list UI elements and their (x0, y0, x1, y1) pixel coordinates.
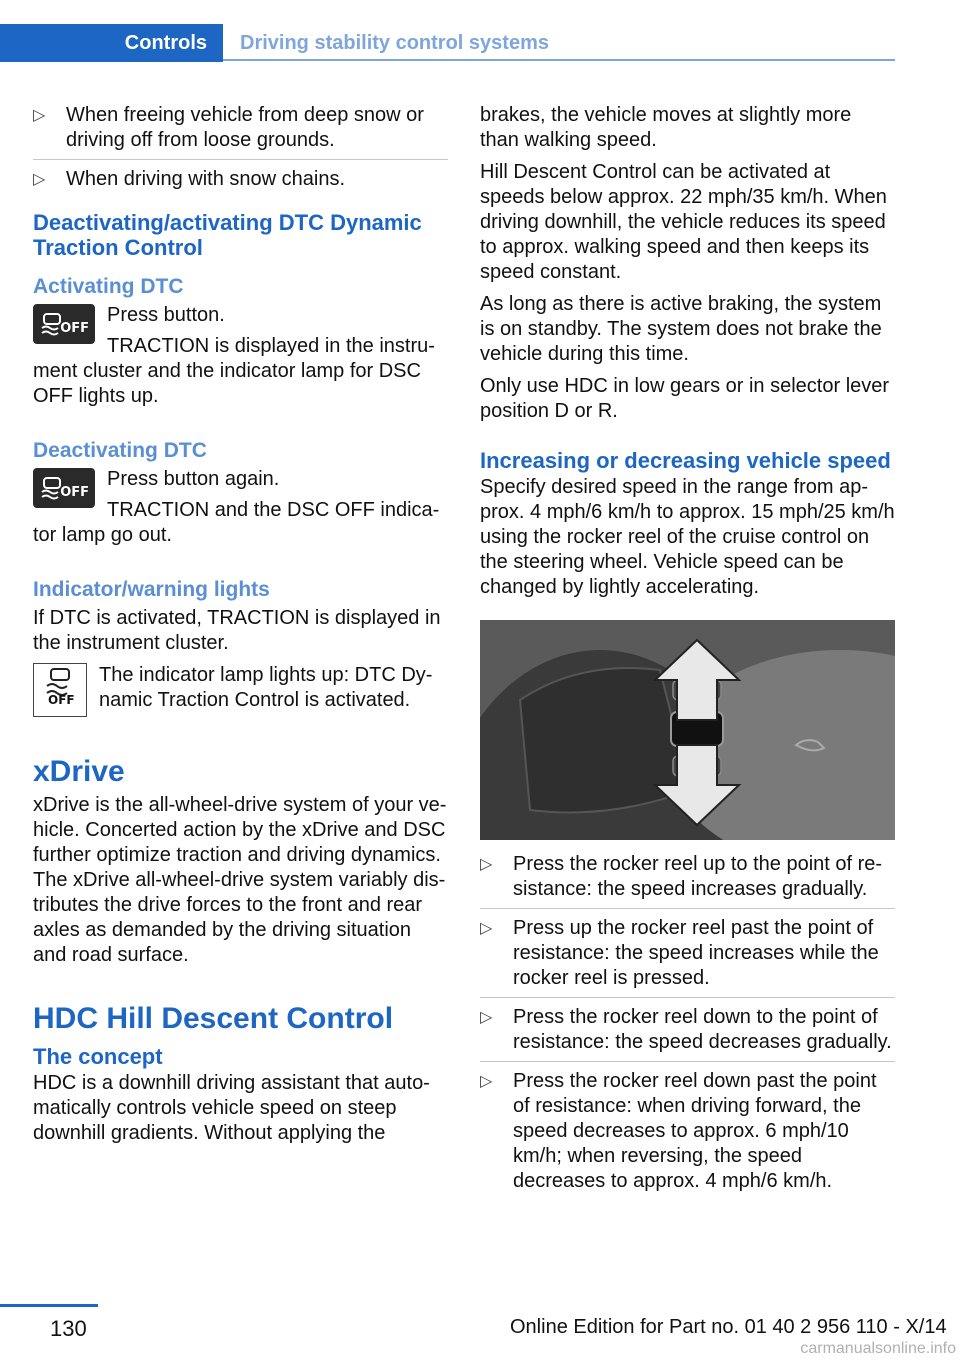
deactivating-instruction: Press button again. (107, 468, 280, 490)
header-rule (223, 59, 895, 61)
header-section-tab: Controls (0, 24, 223, 62)
top-bullet-list (33, 103, 448, 198)
list-item: ▷ Press up the rocker reel past the point of resistance: the speed increases while the rocker reel is pressed. (480, 916, 895, 998)
heading-increasing-decreasing-speed: Increasing or decreasing vehicle speed (480, 448, 891, 473)
steering-wheel-rocker-photo (480, 620, 895, 840)
list-item: ▷ Press the rocker reel down past the point of resistance: when driving forward, the speed decreases to approx. 6 mph/10 km/h; when reversing, the speed decreases to approx. 4 mph/6 km/h. (480, 1070, 877, 1192)
triangle-bullet-icon: ▷ (480, 1009, 493, 1026)
footer-rule (0, 1304, 98, 1307)
concept-paragraph: HDC is a downhill driving assistant that auto‐matically controls vehicle speed on steep downhill gradients. Without applying the (33, 1072, 430, 1144)
header-chapter-title: Driving stability control systems (240, 31, 549, 54)
heading-hdc: HDC Hill Descent Control (33, 1002, 394, 1035)
speed-paragraph: Specify desired speed in the range from ap‐prox. 4 mph/6 km/h to approx. 15 mph/25 km/h using the rocker reel of the cruise control on the steering wheel. Vehicle speed can be changed by lightly accelerating. (480, 476, 895, 598)
activating-description: TRACTION is displayed in the instru‐ment cluster and the indicator lamp for DSC OFF lights up. (33, 335, 435, 407)
triangle-bullet-icon: ▷ (480, 1073, 493, 1090)
edition-note: Online Edition for Part no. 01 40 2 956 110 - X/14 (510, 1316, 947, 1338)
right-column (480, 103, 895, 1207)
activating-block (33, 303, 448, 416)
rocker-reel-bullet-list (480, 852, 895, 1200)
watermark: carmanualsonline.info (800, 1340, 956, 1357)
triangle-bullet-icon: ▷ (33, 107, 46, 124)
triangle-bullet-icon: ▷ (480, 856, 493, 873)
indicator-paragraph: If DTC is activated, TRACTION is displayed in the instrument cluster. (33, 607, 441, 654)
dtc-off-button-icon: OFF (33, 468, 95, 508)
heading-activating-dtc: Activating DTC (33, 275, 184, 298)
heading-xdrive: xDrive (33, 755, 125, 788)
list-item: ▷ When freeing vehicle from deep snow or driving off from loose grounds. (33, 103, 448, 160)
xdrive-paragraph: xDrive is the all-wheel-drive system of your ve‐hicle. Concerted action by the xDrive and DSC further optimize traction and driving dynamics. The xDrive all-wheel-drive system variably dis‐tributes the drive forces to the front and rear axles as demanded by the driving situation and road surface. (33, 794, 447, 966)
deactivating-block (33, 467, 448, 555)
hdc-paragraph-4: Only use HDC in low gears or in selector lever position D or R. (480, 375, 890, 422)
heading-indicator-warning-lights: Indicator/warning lights (33, 578, 270, 601)
hdc-paragraph-3: As long as there is active braking, the system is on standby. The system does not brake the vehicle during this time. (480, 293, 882, 365)
triangle-bullet-icon: ▷ (480, 920, 493, 937)
heading-deactivating-dtc: Deactivating DTC (33, 439, 207, 462)
list-item: ▷ Press the rocker reel down to the point of resistance: the speed decreases gradually. (480, 1005, 895, 1062)
heading-deactivating-activating-dtc: Deactivating/activating DTC Dynamic Traction Control (33, 210, 422, 260)
dtc-off-button-icon: OFF (33, 304, 95, 344)
dtc-indicator-lamp-icon: OFF (33, 663, 87, 717)
hdc-paragraph-2: Hill Descent Control can be activated at speeds below approx. 22 mph/35 km/h. When driving downhill, the vehicle reduces its speed to approx. walking speed and then keeps its speed constant. (480, 161, 887, 283)
left-column (33, 103, 448, 1153)
list-item: ▷ Press the rocker reel up to the point of re‐sistance: the speed increases gradually. (480, 852, 895, 909)
heading-the-concept: The concept (33, 1044, 163, 1069)
hdc-paragraph-1: brakes, the vehicle moves at slightly more than walking speed. (480, 104, 852, 151)
page-header (0, 24, 895, 62)
triangle-bullet-icon: ▷ (33, 171, 46, 188)
activating-instruction: Press button. (107, 304, 225, 326)
indicator-lamp-description: The indicator lamp lights up: DTC Dy‐namic Traction Control is activated. (99, 664, 433, 711)
deactivating-description: TRACTION and the DSC OFF indica‐tor lamp go out. (33, 499, 440, 546)
indicator-lamp-block (33, 663, 448, 721)
page-number: 130 (50, 1316, 87, 1341)
list-item: ▷ When driving with snow chains. (33, 168, 346, 190)
